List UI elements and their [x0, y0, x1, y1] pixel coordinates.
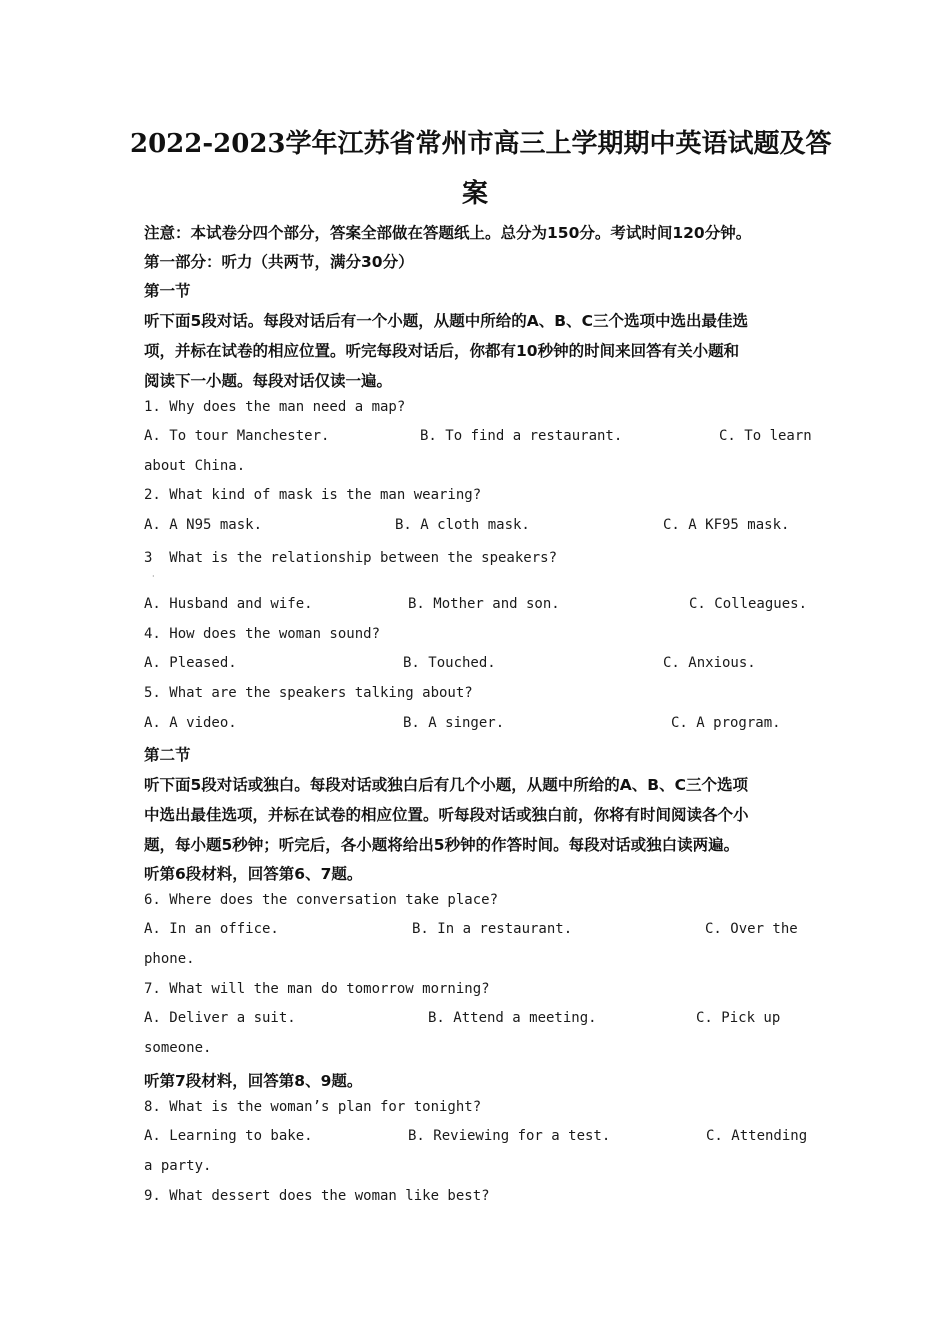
option-c: C. A KF95 mask. [663, 517, 790, 533]
option-a: A. In an office. [144, 921, 279, 937]
option-continuation: phone. [144, 951, 195, 967]
option-c: C. A program. [671, 715, 781, 731]
question-2: 2. What kind of mask is the man wearing? [144, 487, 482, 503]
option-c: C. To learn [719, 428, 812, 444]
stray-mark: · [152, 572, 155, 581]
document-title-line-2: 案 [461, 179, 488, 209]
section-2-instruction-line: 听下面5段对话或独白。每段对话或独白后有几个小题，从题中所给的A、B、C三个选项 [144, 776, 748, 794]
option-c: C. Over the [705, 921, 798, 937]
option-b: B. Attend a meeting. [428, 1010, 597, 1026]
question-4: 4. How does the woman sound? [144, 626, 381, 642]
question-9: 9. What dessert does the woman like best? [144, 1188, 490, 1204]
option-c: C. Pick up [696, 1010, 781, 1026]
material-6-heading: 听第6段材料，回答第6、7题。 [144, 865, 363, 883]
option-a: A. To tour Manchester. [144, 428, 330, 444]
option-a: A. Deliver a suit. [144, 1010, 296, 1026]
option-continuation: about China. [144, 458, 246, 474]
option-b: B. Reviewing for a test. [408, 1128, 611, 1144]
document-title-line-1: 2022-2023学年江苏省常州市高三上学期期中英语试题及答 [130, 129, 832, 159]
option-b: B. A cloth mask. [395, 517, 530, 533]
question-7: 7. What will the man do tomorrow morning? [144, 981, 490, 997]
section-1-instruction-line: 阅读下一小题。每段对话仅读一遍。 [144, 372, 393, 390]
section-1-instruction-line: 听下面5段对话。每段对话后有一个小题，从题中所给的A、B、C三个选项中选出最佳选 [144, 312, 748, 330]
option-a: A. Husband and wife. [144, 596, 313, 612]
section-2-heading: 第二节 [144, 746, 191, 764]
option-a: A. A N95 mask. [144, 517, 263, 533]
question-3: 3 What is the relationship between the speakers? [144, 550, 558, 566]
question-1: 1. Why does the man need a map? [144, 399, 406, 415]
section-2-instruction-line: 中选出最佳选项，并标在试卷的相应位置。听每段对话或独白前，你将有时间阅读各个小 [144, 806, 749, 824]
option-a: A. A video. [144, 715, 237, 731]
option-b: B. In a restaurant. [412, 921, 573, 937]
option-b: B. A singer. [403, 715, 505, 731]
option-b: B. Mother and son. [408, 596, 560, 612]
question-8: 8. What is the woman’s plan for tonight? [144, 1099, 482, 1115]
option-b: B. Touched. [403, 655, 496, 671]
material-7-heading: 听第7段材料，回答第8、9题。 [144, 1072, 363, 1090]
question-5: 5. What are the speakers talking about? [144, 685, 473, 701]
option-a: A. Learning to bake. [144, 1128, 313, 1144]
option-a: A. Pleased. [144, 655, 237, 671]
part-1-heading: 第一部分：听力（共两节，满分30分） [144, 253, 414, 271]
option-c: C. Anxious. [663, 655, 756, 671]
section-2-instruction-line: 题，每小题5秒钟；听完后，各小题将给出5秒钟的作答时间。每段对话或独白读两遍。 [144, 836, 740, 854]
option-c: C. Attending [706, 1128, 808, 1144]
option-continuation: a party. [144, 1158, 212, 1174]
option-c: C. Colleagues. [689, 596, 808, 612]
section-1-heading: 第一节 [144, 282, 191, 300]
exam-notice: 注意：本试卷分四个部分，答案全部做在答题纸上。总分为150分。考试时间120分钟。 [144, 224, 752, 242]
option-continuation: someone. [144, 1040, 212, 1056]
question-6: 6. Where does the conversation take place? [144, 892, 499, 908]
option-b: B. To find a restaurant. [420, 428, 623, 444]
section-1-instruction-line: 项，并标在试卷的相应位置。听完每段对话后，你都有10秒钟的时间来回答有关小题和 [144, 342, 740, 360]
